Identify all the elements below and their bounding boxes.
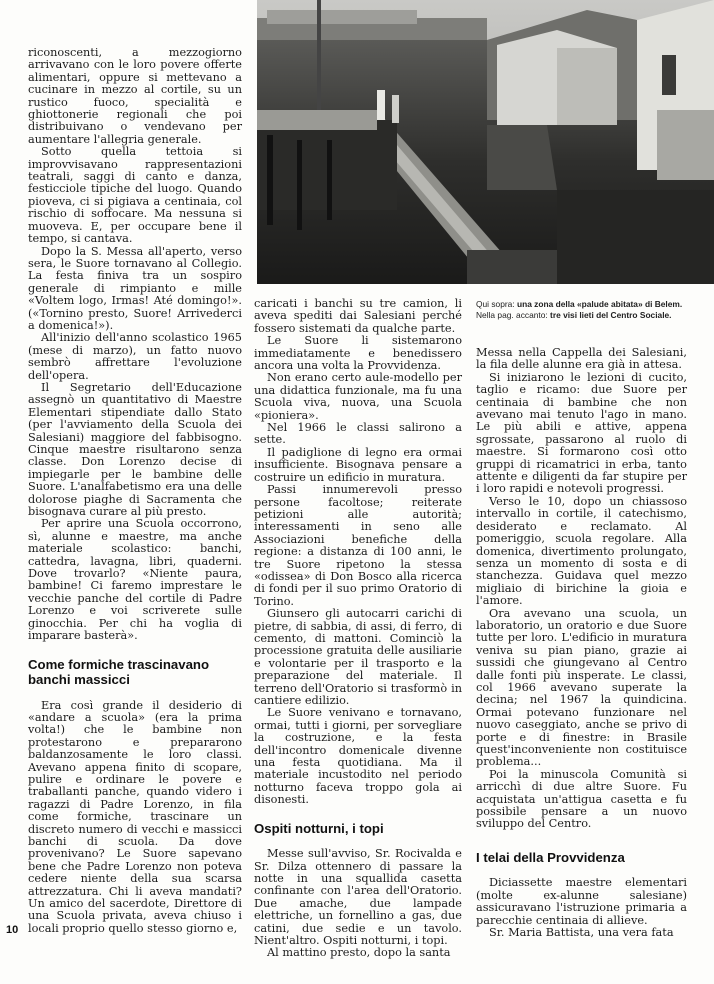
text-column-2	[254, 298, 462, 960]
paragraph: Le Suore venivano e tornavano, ormai, tutti i giorni, per sorvegliare la costruzione, e la festa dell'incontro domenicale divenne una festa quotidiana. Ma il materiale incustodito nel periodo notturno faceva troppo gola ai disonesti.	[254, 706, 462, 807]
section-heading: Come formiche trascinavano banchi massicci	[28, 656, 210, 687]
paragraph: Sotto quella tettoia si improvvisavano rappresentazioni teatrali, saggi di canto e danza, festicciole tipiche del luogo. Quando pioveva, ci si pigiava a centinaia, col rischio di soffocare. Ma nessuna si muoveva. E, per occupare bene il tempo, si cantava.	[28, 145, 242, 246]
caption-text-2: tre visi lieti del Centro Sociale.	[550, 309, 672, 320]
photo-caption	[476, 299, 696, 320]
text-column-3	[476, 347, 687, 939]
paragraph: caricati i banchi su tre camion, li aveva spediti dai Salesiani perché fossero sistemati da qualche parte.	[254, 297, 462, 335]
section-heading: Ospiti notturni, i topi	[254, 820, 384, 836]
paragraph: Passi innumerevoli presso persone facoltose; reiterate petizioni alle autorità; interessamenti in seno alle Associazioni benefiche della regione: a distanza di 100 anni, le tre Suore ripetono la stessa «odissea» di Don Bosco alla ricerca di fondi per il suo primo Oratorio di Torino.	[254, 483, 462, 608]
paragraph: Si iniziarono le lezioni di cucito, taglio e ricamo: due Suore per centinaia di bambine che non avevano mai tenuto l'ago in mano. Le più abili e attive, appena sgrossate, passarono al ruolo di maestre. Si formarono così otto gruppi di ricamatrici in erba, tanto attente e diligenti da far stupire per i loro rapidi e notevoli progressi.	[476, 370, 687, 496]
paragraph: Era così grande il desiderio di «andare a scuola» (era la prima volta!) che le bambine non protestarono e prepararono baldanzosamente le loro classi. Avevano appena finito di scopare, pulire e ordinare le povere e traballanti panche, quando videro i ragazzi di Padre Lorenzo, in fila come formiche, trascinare un discreto numero di vecchi e massicci banchi di scuola. Da dove provenivano? Le Suore sapevano bene che Padre Lorenzo non poteva cedere niente della sua scarsa attrezzatura. Chi li aveva mandati? Un amico del sacerdote, Direttore di una Scuola privata, aveva chiuso i locali proprio quello stesso giorno e,	[28, 698, 242, 935]
paragraph: Il padiglione di legno era ormai insufficiente. Bisognava pensare a costruire un edificio in muratura.	[254, 445, 462, 484]
paragraph: Poi la minuscola Comunità si arricchì di due altre Suore. Fu acquistata un'attigua casetta e fu possibile pensare a un nuovo sviluppo del Centro.	[476, 767, 687, 831]
paragraph: Per aprire una Scuola occorrono, sì, alunne e maestre, ma anche materiale scolastico: banchi, cattedra, lavagna, libri, quaderni. Dove trovarlo? «Niente paura, bambine! Ci faremo imprestare le vecchie panche del cortile di Padre Lorenzo e voi scriverete sulle ginocchia. Per chi ha voglia di imparare basterà».	[28, 517, 242, 643]
caption-prefix-2: Nella pag. accanto:	[476, 309, 551, 320]
paragraph: Sr. Maria Battista, una vera fata	[489, 925, 674, 939]
photo-flooded-village	[257, 0, 714, 284]
paragraph: Ora avevano una scuola, un laboratorio, un oratorio e due Suore tutte per loro. L'edificio in muratura veniva su pian piano, grazie ai sussidi che giungevano al Centro dalle fonti più insperate. Le classi, col 1966 avevano superate la decina; nel 1967 la quindicina. Ormai potevano funzionare nel nuovo caseggiato, anche se privo di porte e di finestre: in Brasile quest'inconveniente non costituisce problema...	[476, 606, 687, 769]
paragraph: Non erano certo aule-modello per una didattica funzionale, ma fu una Scuola viva, nuova, una Scuola «pioniera».	[254, 371, 462, 422]
paragraph: Dopo la S. Messa all'aperto, verso sera, le Suore tornavano al Collegio. La festa finiva tra un sospiro generale di rimpianto e mille «Voltem logo, Irmas! Até domingo!». («Tornino presto, Suore! Arrivederci a domenica!»).	[28, 244, 242, 332]
text-column-1	[28, 47, 242, 935]
photo-image	[257, 0, 714, 284]
paragraph: Messa nella Cappella dei Salesiani, la fila delle alunne era già in attesa.	[476, 346, 687, 372]
paragraph: Le Suore li sistemarono immediatamente e benedissero ancora una volta la Provvidenza.	[254, 334, 462, 373]
paragraph: Al mattino presto, dopo la santa	[267, 946, 451, 960]
caption-prefix-1: Qui sopra:	[476, 299, 517, 309]
paragraph: Nel 1966 le classi salirono a sette.	[254, 421, 462, 447]
page-number: 10	[6, 924, 19, 936]
paragraph: Messe sull'avviso, Sr. Rocivalda e Sr. Dilza ottennero di passare la notte in una squallida casetta confinante con l'area dell'Oratorio. Due amache, due lampade elettriche, un fornellino a gas, due catini, due sedie e un tavolo. Nient'altro. Ospiti notturni, i topi.	[254, 847, 462, 947]
paragraph: Giunsero gli autocarri carichi di pietre, di sabbia, di assi, di ferro, di cemento, di mattoni. Cominciò la processione gratuita delle ausiliarie e volontarie per il trasporto e la preparazione del materiale. Il terreno dell'Oratorio si trasformò in cantiere edilizio.	[254, 607, 462, 707]
paragraph: Verso le 10, dopo un chiassoso intervallo in cortile, il catechismo, desiderato e reclamato. Al pomeriggio, scuola regolare. Alla domenica, divertimento prolungato, senza un momento di sosta e di stanchezza. Guidava quel mezzo migliaio di birichine la gioia e l'amore.	[476, 494, 687, 608]
paragraph: Il Segretario dell'Educazione assegnò un quantitativo di Maestre Elementari stipendiate dallo Stato (per l'avviamento della Scuola dei Salesiani) maggiore del fabbisogno. Cinque maestre risultarono senza classe. Don Lorenzo decise di impiegarle per le bambine delle Suore. L'analfabetismo era una delle dolorose piaghe di Sacramenta che bisognava curare al più presto.	[28, 380, 242, 519]
paragraph: Diciassette maestre elementari (molte ex-alunne salesiane) assicuravano l'istruzione primaria a parecchie centinaia di allieve.	[476, 876, 687, 927]
section-heading: I telai della Provvidenza	[476, 849, 625, 865]
paragraph: All'inizio dell'anno scolastico 1965 (mese di marzo), un fatto nuovo sembrò affrettare l'evoluzione dell'opera.	[28, 331, 242, 382]
paragraph: riconoscenti, a mezzogiorno arrivavano con le loro povere offerte alimentari, oppure si mettevano a cucinare in mezzo al cortile, su un rustico fuoco, specialità e ghiottonerie regionali che poi distribuivano o vendevano per aumentare l'allegria generale.	[28, 46, 242, 146]
caption-text-1: una zona della «palude abitata» di Belem.	[516, 299, 683, 309]
